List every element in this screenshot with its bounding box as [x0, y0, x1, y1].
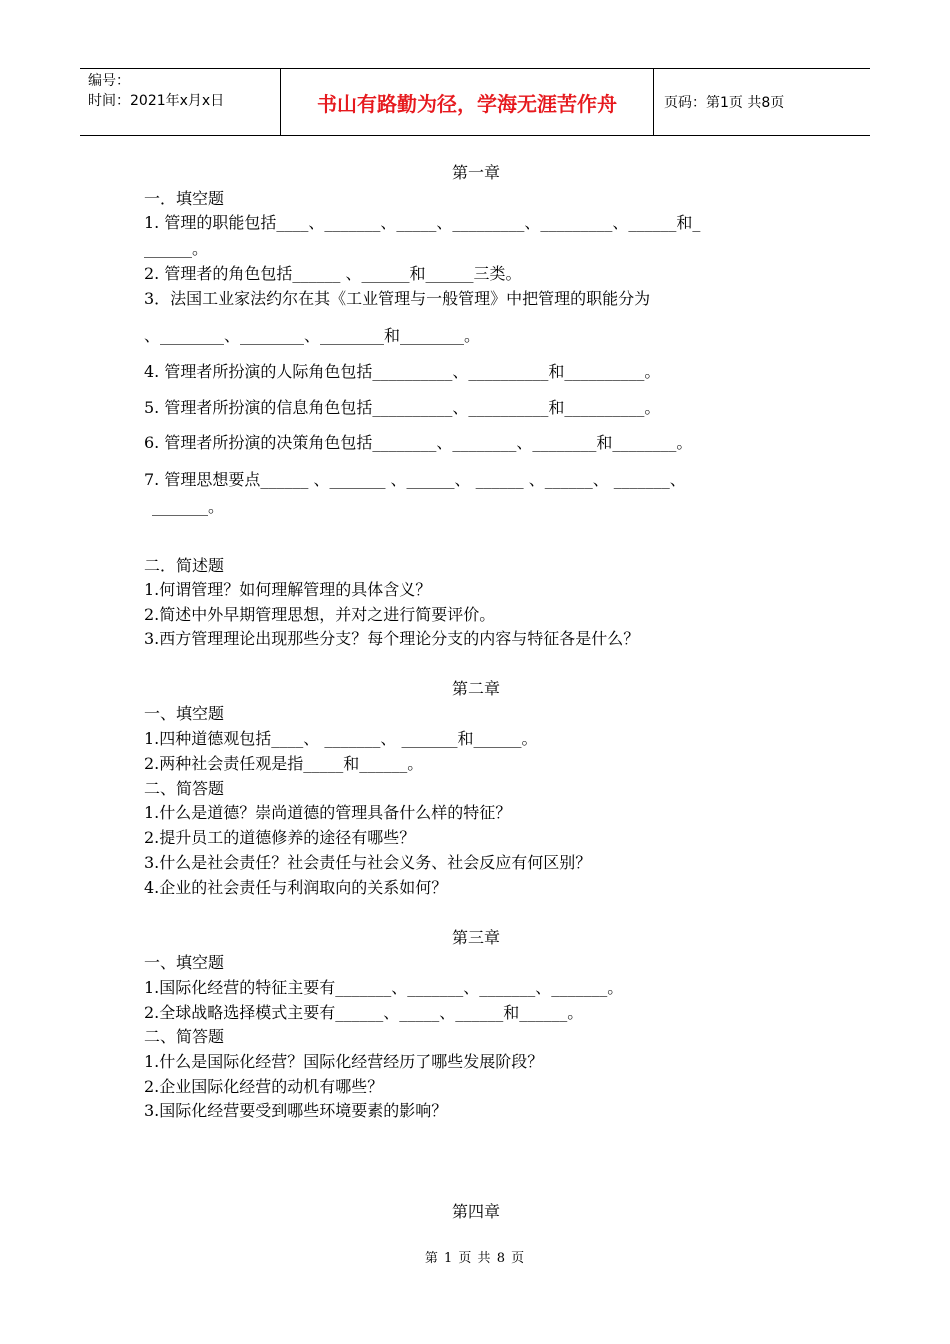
ch1-b2: 2.简述中外早期管理思想，并对之进行简要评价。 — [144, 605, 496, 624]
ch3-section-fill: 一、填空题 — [144, 953, 225, 972]
ch1-section-brief: 二．简述题 — [144, 556, 225, 575]
ch2-b1: 1.什么是道德？崇尚道德的管理具备什么样的特征？ — [144, 803, 512, 822]
ch3-b1: 1.什么是国际化经营？国际化经营经历了哪些发展阶段？ — [144, 1052, 544, 1071]
ch2-q1: 1.四种道德观包括____、 _______、 _______和______。 — [144, 729, 538, 748]
ch1-q2: 2. 管理者的角色包括______ 、______和______三类。 — [144, 264, 522, 283]
ch1-q5: 5. 管理者所扮演的信息角色包括__________、__________和__________。 — [144, 398, 661, 417]
time-label: 时间：2021年x月x日 — [88, 93, 225, 109]
ch2-b2: 2.提升员工的道德修养的途径有哪些？ — [144, 828, 416, 847]
ch3-section-answer: 二、简答题 — [144, 1027, 225, 1046]
ch1-q1: 1. 管理的职能包括____、_______、_____、_________、_________、______和_ — [144, 213, 701, 232]
chapter-4-title: 第四章 — [451, 1202, 500, 1221]
ch2-b3: 3.什么是社会责任？社会责任与社会义务、社会反应有何区别？ — [144, 853, 592, 872]
ch1-q1-cont: ______。 — [144, 239, 209, 258]
ch3-b3: 3.国际化经营要受到哪些环境要素的影响？ — [144, 1101, 448, 1120]
header-motto: 书山有路勤为径，学海无涯苦作舟 — [281, 69, 654, 135]
ch2-q2: 2.两种社会责任观是指_____和______。 — [144, 754, 424, 773]
ch1-q7-cont: _______。 — [152, 497, 225, 516]
ch1-section-fill: 一．填空题 — [144, 189, 225, 208]
ch2-b4: 4.企业的社会责任与利润取向的关系如何？ — [144, 878, 448, 897]
ch3-q2: 2.全球战略选择模式主要有______、_____、______和______。 — [144, 1003, 584, 1022]
ch1-b3: 3.西方管理理论出现那些分支？每个理论分支的内容与特征各是什么？ — [144, 629, 640, 648]
ch1-b1: 1.何谓管理？如何理解管理的具体含义？ — [144, 580, 432, 599]
ch1-q3-cont: 、________、________、________和________。 — [144, 326, 481, 345]
ch1-q6: 6. 管理者所扮演的决策角色包括________、________、________和________。 — [144, 433, 693, 452]
ch1-q7: 7. 管理思想要点______ 、_______ 、______、 ______ 、______、 _______、 — [144, 470, 686, 489]
chapter-1-title: 第一章 — [451, 163, 500, 182]
ch1-q4: 4. 管理者所扮演的人际角色包括__________、__________和__________。 — [144, 362, 661, 381]
ch2-section-fill: 一、填空题 — [144, 704, 225, 723]
page-header — [80, 68, 870, 136]
chapter-2-title: 第二章 — [451, 679, 500, 698]
chapter-3-title: 第三章 — [451, 928, 500, 947]
number-label: 编号： — [88, 73, 130, 89]
header-page-code: 页码：第1页 共8页 — [664, 95, 785, 111]
ch3-q1: 1.国际化经营的特征主要有_______、_______、_______、_______。 — [144, 978, 624, 997]
ch1-q3: 3．法国工业家法约尔在其《工业管理与一般管理》中把管理的职能分为 — [144, 289, 651, 308]
ch2-section-answer: 二、简答题 — [144, 779, 225, 798]
page-footer: 第 1 页 共 8 页 — [424, 1251, 526, 1266]
header-meta — [80, 69, 281, 135]
ch3-b2: 2.企业国际化经营的动机有哪些？ — [144, 1077, 384, 1096]
